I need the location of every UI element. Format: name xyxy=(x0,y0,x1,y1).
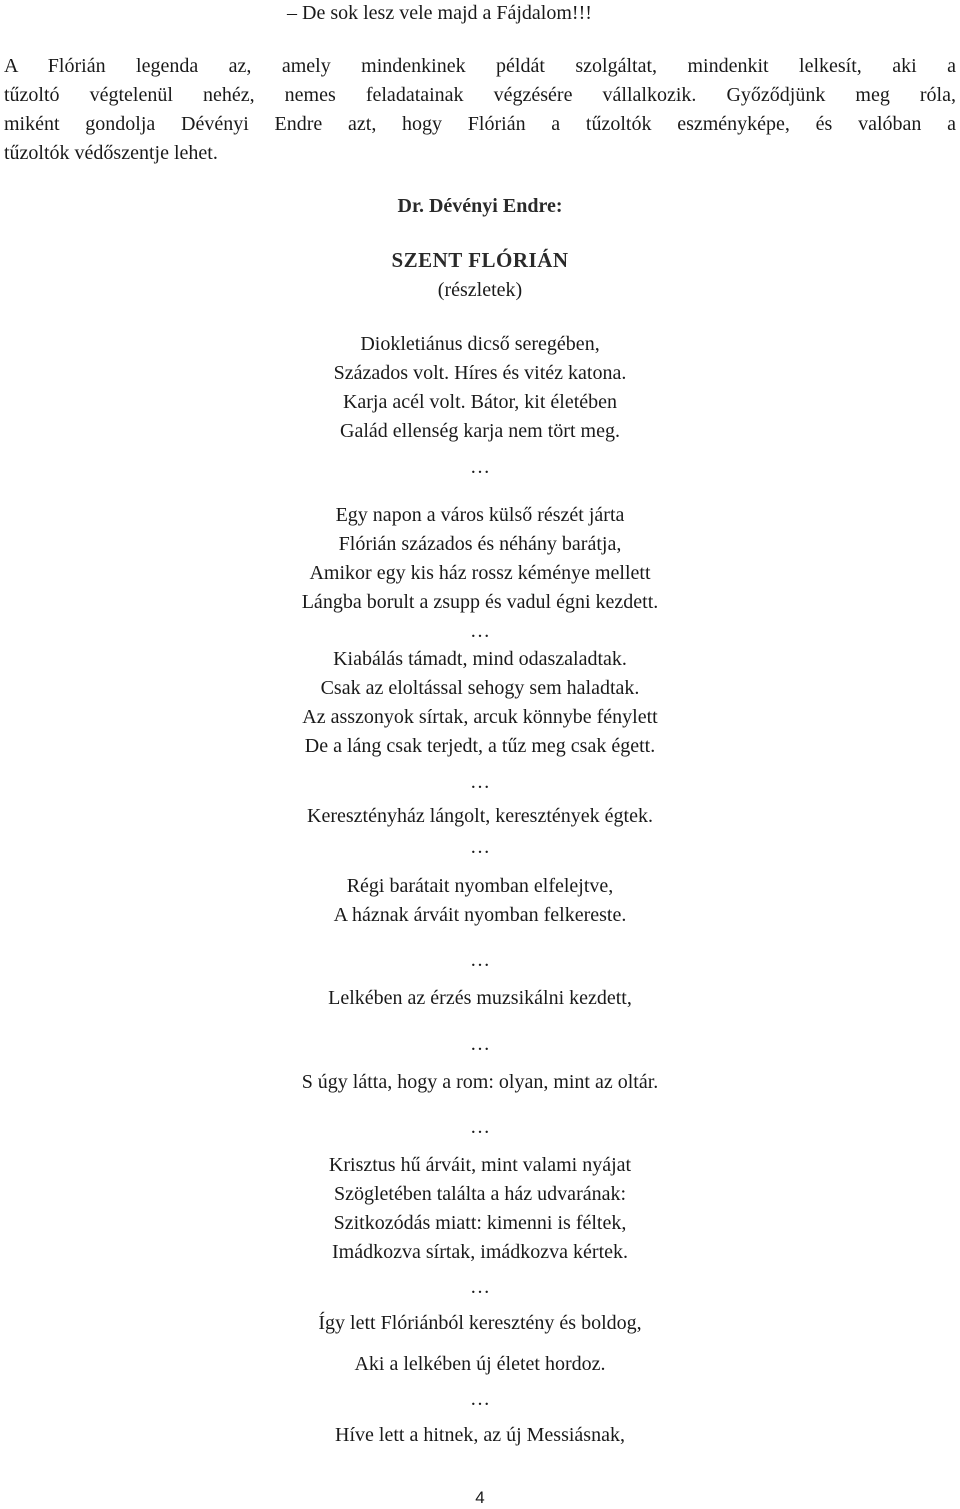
poem-author: Dr. Dévényi Endre: xyxy=(397,195,563,217)
poem-line: Csak az eloltással sehogy sem haladtak. xyxy=(320,677,640,699)
poem-line: Krisztus hű árváit, mint valami nyájat xyxy=(328,1154,632,1176)
poem-line: Szögletében találta a ház udvarának: xyxy=(333,1183,627,1205)
intro-line-3: miként gondolja Dévényi Endre azt, hogy Flórián a tűzoltók eszményképe, és valóban a xyxy=(4,113,956,135)
poem-line: Régi barátait nyomban elfelejtve, xyxy=(346,875,614,897)
poem-line: Lángba borult a zsupp és vadul égni kezdett. xyxy=(301,591,659,613)
poem-line: Karja acél volt. Bátor, kit életében xyxy=(342,391,618,413)
poem-line: Százados volt. Híres és vitéz katona. xyxy=(333,362,627,384)
poem-line: Keresztényház lángolt, keresztények égtek. xyxy=(307,805,653,827)
intro-line-4: tűzoltók védőszentje lehet. xyxy=(4,142,218,164)
intro-line-1: A Flórián legenda az, amely mindenkinek példát szolgáltat, mindenkit lelkesít, aki a xyxy=(4,55,956,77)
poem-ellipsis: … xyxy=(470,836,490,858)
poem-line: S úgy látta, hogy a rom: olyan, mint az oltár. xyxy=(301,1071,659,1093)
poem-line: Lelkében az érzés muzsikálni kezdett, xyxy=(328,987,632,1009)
poem-subtitle: (részletek) xyxy=(437,279,523,301)
poem-line: Az asszonyok sírtak, arcuk könnybe fénylett xyxy=(302,706,658,728)
poem-line: Híve lett a hitnek, az új Messiásnak, xyxy=(335,1424,625,1446)
poem-ellipsis: … xyxy=(470,771,490,793)
poem-line: Flórián százados és néhány barátja, xyxy=(338,533,622,555)
poem-ellipsis: … xyxy=(470,949,490,971)
poem-line: Kiabálás támadt, mind odaszaladtak. xyxy=(333,648,627,670)
poem-line: A háznak árváit nyomban felkereste. xyxy=(333,904,627,926)
poem-line: Imádkozva sírtak, imádkozva kértek. xyxy=(332,1241,628,1263)
poem-ellipsis: … xyxy=(470,456,490,478)
poem-ellipsis: … xyxy=(470,1388,490,1410)
poem-line: Diokletiánus dicső seregében, xyxy=(360,333,600,355)
poem-ellipsis: … xyxy=(470,1116,490,1138)
poem-title: SZENT FLÓRIÁN xyxy=(391,248,569,272)
poem-ellipsis: … xyxy=(470,620,490,642)
poem-line: De a láng csak terjedt, a tűz meg csak égett. xyxy=(304,735,656,757)
top-quote-line: – De sok lesz vele majd a Fájdalom!!! xyxy=(287,2,592,24)
poem-line: Aki a lelkében új életet hordoz. xyxy=(354,1353,606,1375)
poem-line: Így lett Flóriánból keresztény és boldog, xyxy=(318,1312,642,1334)
poem-line: Szitkozódás miatt: kimenni is féltek, xyxy=(333,1212,627,1234)
poem-line: Amikor egy kis ház rossz kéménye mellett xyxy=(309,562,651,584)
poem-ellipsis: … xyxy=(470,1276,490,1298)
intro-line-2: tűzoltó végtelenül nehéz, nemes feladatainak végzésére vállalkozik. Győződjünk meg róla, xyxy=(4,84,956,106)
poem-line: Galád ellenség karja nem tört meg. xyxy=(340,420,620,442)
poem-line: Egy napon a város külső részét járta xyxy=(335,504,625,526)
page-number: 4 xyxy=(475,1488,485,1507)
poem-ellipsis: … xyxy=(470,1033,490,1055)
